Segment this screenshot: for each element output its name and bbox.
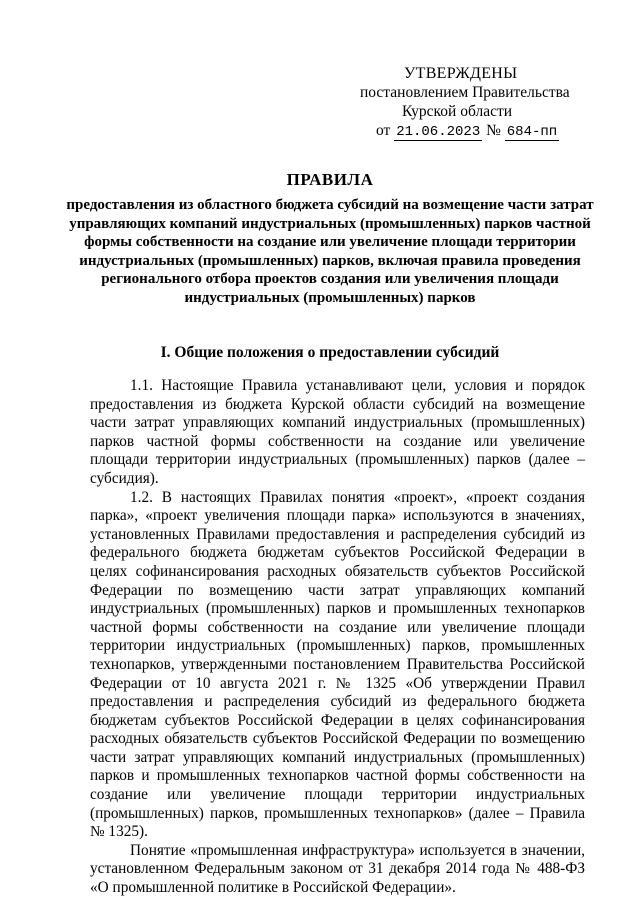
date-value: 21.06.2023 (396, 124, 481, 140)
approval-region: Курской области (402, 103, 513, 120)
number-value: 684-пп (506, 124, 558, 140)
section-heading: I. Общие положения о предоставлении субсидий (160, 344, 500, 361)
document-subtitle: предоставления из областного бюджета субсидий на возмещение части затрат управляющих компаний индустриальных (промышленных) парков частной формы собственности на создание или увеличение площади территории индустриальных (промышленных) парков, включая правила проведения регионального отбора проектов создания или увеличения площади индустриальных (промышленных) парков (66, 197, 594, 306)
paragraph-1-2: 1.2. В настоящих Правилах понятия «проект», «проект создания парка», «проект увеличения площади парка» используются в значениях, установленных Правилами предоставления и распределения субсидий из федерального бюджета бюджетам субъектов Российской Федерации в целях софинансирования расходных обязательств субъектов Российской Федерации по возмещению части затрат управляющих компаний индустриальных (промышленных) парков и промышленных технопарков частной формы собственности на создание или увеличение площади территории индустриальных (промышленных) парков, промышленных технопарков, утвержденными постановлением Правительства Российской Федерации от 10 августа 2021 г. № 1325 «Об утверждении Правил предоставления и распределения субсидий из федерального бюджета бюджетам субъектов Российской Федерации в целях софинансирования расходных обязательств субъектов Российской Федерации по возмещению части затрат управляющих компаний индустриальных (промышленных) парков и промышленных технопарков частной формы собственности на создание или увеличение площади территории индустриальных (промышленных) парков, промышленных технопарков» (далее – Правила № 1325). (90, 488, 585, 841)
approval-authority: постановлением Правительства (360, 84, 570, 101)
date-prefix: от (376, 122, 391, 139)
document-title-block (60, 170, 600, 307)
paragraph-industrial-infrastructure: Понятие «промышленная инфраструктура» используется в значении, установленном Федеральным законом от 31 декабря 2014 года № 488-ФЗ «О промышленной политике в Российской Федерации». (90, 841, 585, 897)
number-prefix: № (486, 122, 501, 139)
approval-heading: УТВЕРЖДЕНЫ (404, 65, 518, 82)
paragraph-1-1: 1.1. Настоящие Правила устанавливают цели, условия и порядок предоставления из бюджета Курской области субсидий на возмещение части затрат управляющих компаний индустриальных (промышленных) парков частной формы собственности на создание или увеличение площади территории индустриальных (промышленных) парков (далее – субсидия). (90, 377, 585, 487)
document-title: ПРАВИЛА (286, 170, 374, 189)
approval-date-number (360, 121, 590, 142)
approval-stamp (360, 64, 590, 142)
section-body (90, 377, 585, 898)
